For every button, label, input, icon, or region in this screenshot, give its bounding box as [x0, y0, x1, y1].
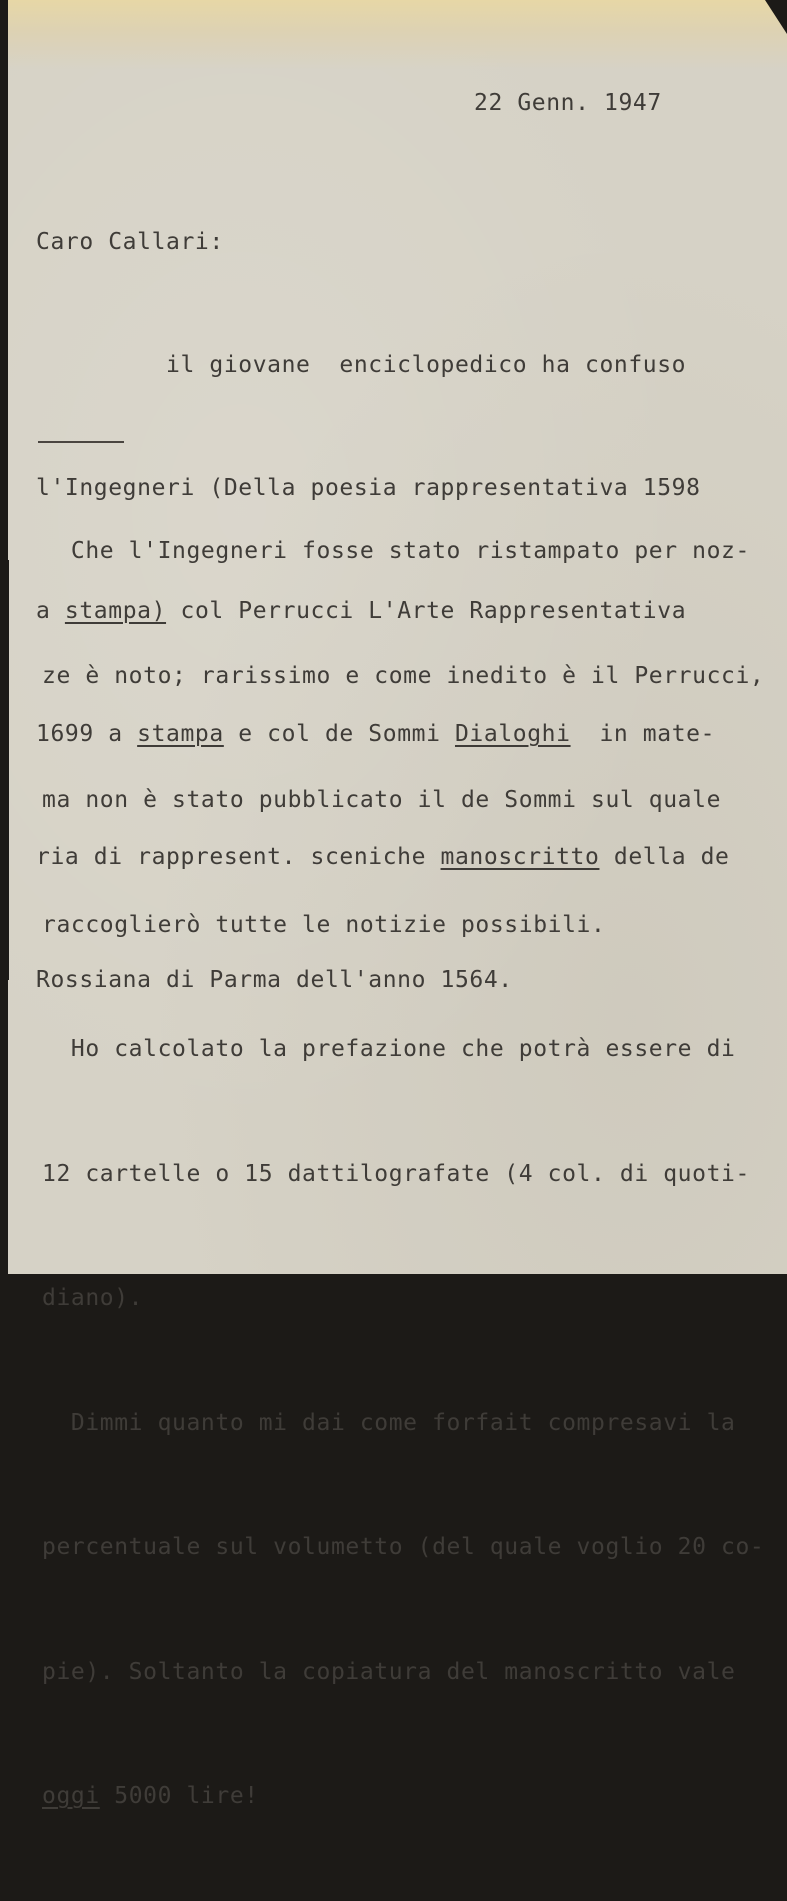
underlined-word: stampa)	[64, 598, 167, 624]
para3-line1: Ho calcolato la prefazione che potrà essere di	[42, 1036, 736, 1062]
para4-line1: Dimmi quanto mi dai come forfait compresavi la	[42, 1409, 736, 1436]
underlined-word: oggi	[42, 1783, 100, 1809]
underlined-word: stampa	[137, 721, 224, 747]
para2-line1: Che l'Ingegneri fosse stato ristampato per noz-	[42, 538, 750, 564]
underlined-word: manoscritto	[440, 844, 600, 870]
para2-line2: ze è noto; rarissimo e come inedito è il Perrucci,	[42, 662, 765, 689]
para1-line2: l'Ingegneri (Della poesia rappresentativa 1598	[36, 475, 701, 501]
para4-line3: pie). Soltanto la copiatura del manoscritto vale	[42, 1658, 736, 1685]
para1-line1: il giovane enciclopedico ha confuso	[36, 352, 687, 378]
torn-left-edge	[0, 560, 9, 980]
text-segment: a	[36, 598, 65, 624]
para1-line6: Rossiana di Parma dell'anno 1564.	[36, 967, 513, 993]
letter-sheet	[8, 0, 787, 1809]
para2-line3: ma non è stato pubblicato il de Sommi sul quale	[42, 787, 722, 813]
para4-line4	[42, 1776, 764, 1818]
para4-line2: percentuale sul volumetto (del quale voglio 20 co-	[42, 1534, 765, 1560]
text-segment: 1699 a	[36, 721, 138, 747]
para2-line4: raccoglierò tutte le notizie possibili.	[42, 911, 606, 938]
paper-stain	[8, 0, 787, 70]
greeting: Caro Callari:	[36, 229, 224, 255]
text-segment: della de	[599, 844, 730, 870]
letter-body	[42, 448, 764, 1901]
text-segment: in mate-	[570, 721, 716, 747]
text-segment: e col de Sommi	[223, 721, 455, 747]
para3-line3: diano).	[42, 1285, 144, 1311]
separator-line	[38, 441, 124, 443]
text-segment: ria di rappresent. sceniche	[36, 844, 441, 870]
underlined-word: Dialoghi	[454, 721, 571, 747]
text-segment: 5000 lire!	[99, 1783, 259, 1809]
text-segment: col Perrucci L'Arte Rappresentativa	[166, 598, 687, 624]
para3-line2: 12 cartelle o 15 dattilografate (4 col. di quoti-	[42, 1160, 750, 1187]
torn-corner	[765, 0, 787, 34]
letter-date: 22 Genn. 1947	[474, 90, 662, 116]
